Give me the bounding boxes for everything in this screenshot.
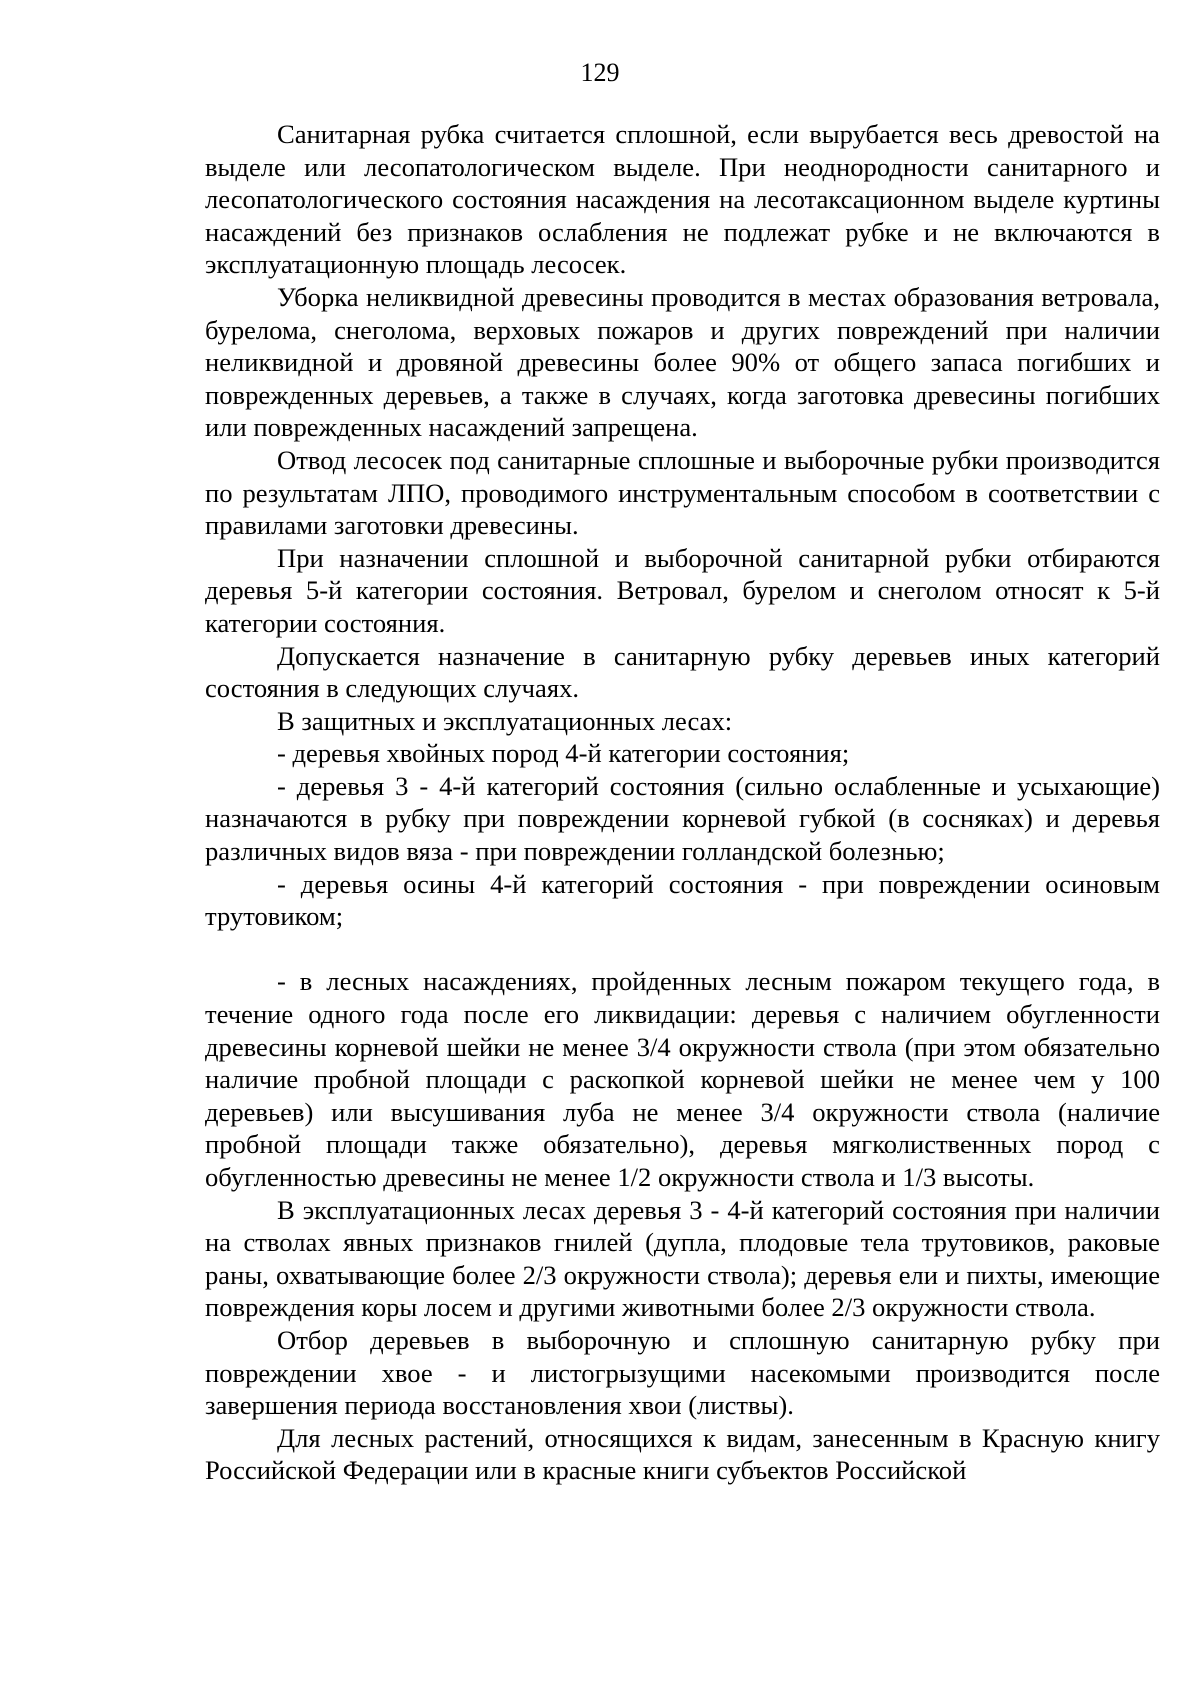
paragraph-exploitation-forests: В эксплуатационных лесах деревья 3 - 4-й категорий состояния при наличии на стволах явных признаков гнилей (дупла, плодовые тела трутовиков, раковые раны, охватывающие более 2/3 окружности ствола); деревья ели и пихты, имеющие повреждения коры лосем и другими животными более 2/3 окружности ствола. bbox=[205, 1194, 1160, 1323]
paragraph-insect-damage: Отбор деревьев в выборочную и сплошную санитарную рубку при повреждении хвое - и листогрызущими насекомыми производится после завершения периода восстановления хвои (листвы). bbox=[205, 1324, 1160, 1421]
paragraph-red-book-species: Для лесных растений, относящихся к видам, занесенным в Красную книгу Российской Федерации или в красные книги субъектов Российской bbox=[205, 1422, 1160, 1486]
list-item-root-fungus-elm: - деревья 3 - 4-й категорий состояния (сильно ослабленные и усыхающие) назначаются в рубку при повреждении корневой губкой (в сосняках) и деревья различных видов вяза - при повреждении голландской болезнью; bbox=[205, 770, 1160, 867]
page-number: 129 bbox=[580, 58, 620, 87]
paragraph-protective-forests-heading: В защитных и эксплуатационных лесах: bbox=[277, 705, 733, 736]
paragraph-sanitary-clear-cutting: Санитарная рубка считается сплошной, если вырубается весь древостой на выделе или лесопатологическом выделе. При неоднородности санитарного и лесопатологического состояния насаждения на лесотаксационном выделе куртины насаждений без признаков ослабления не подлежат рубке и не включаются в эксплуатационную площадь лесосек. bbox=[205, 119, 1160, 280]
document-body bbox=[205, 118, 1160, 1487]
paragraph-illiquid-wood-removal: Уборка неликвидной древесины проводится в местах образования ветровала, бурелома, снеголома, верховых пожаров и других повреждений при наличии неликвидной и дровяной древесины более 90% от общего запаса погибших и поврежденных деревьев, а также в случаях, когда заготовка древесины погибших или поврежденных насаждений запрещена. bbox=[205, 281, 1160, 443]
paragraph-other-categories-allowed: Допускается назначение в санитарную рубку деревьев иных категорий состояния в следующих случаях. bbox=[205, 640, 1160, 704]
list-item-conifers: - деревья хвойных пород 4-й категории состояния; bbox=[277, 738, 850, 769]
list-item-aspen: - деревья осины 4-й категорий состояния - при повреждении осиновым трутовиком; bbox=[205, 868, 1160, 932]
list-item-fire-damaged: - в лесных насаждениях, пройденных лесным пожаром текущего года, в течение одного года после его ликвидации: деревья с наличием обугленности древесины корневой шейки не менее 3/4 окружности ствола (при этом обязательно наличие пробной площади с раскопкой корневой шейки не менее чем у 100 деревьев) или высушивания луба не менее 3/4 окружности ствола (наличие пробной площади также обязательно), деревья мягколиственных пород с обугленностью древесины не менее 1/2 окружности ствола и 1/3 высоты. bbox=[205, 966, 1160, 1192]
paragraph-tree-selection-category-5: При назначении сплошной и выборочной санитарной рубки отбираются деревья 5-й категории состояния. Ветровал, бурелом и снеголом относят к 5-й категории состояния. bbox=[205, 542, 1160, 638]
paragraph-cutting-area-allocation: Отвод лесосек под санитарные сплошные и выборочные рубки производится по результатам ЛПО, проводимого инструментальным способом в соответствии с правилами заготовки древесины. bbox=[205, 444, 1160, 541]
